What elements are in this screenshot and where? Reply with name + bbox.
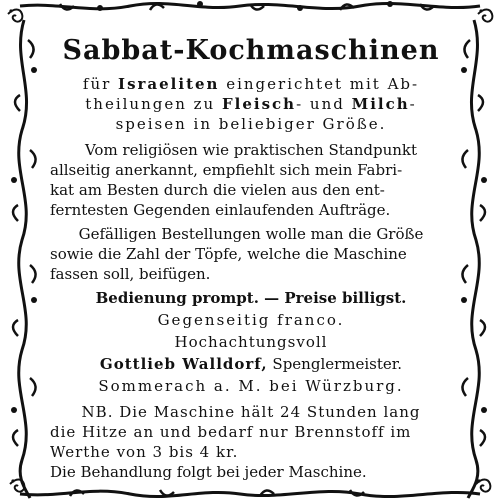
greeting-line: Hochachtungsvoll — [174, 333, 328, 351]
body-line: kat am Besten durch die vielen aus den ent- — [50, 181, 385, 199]
corner-flourish-top-left — [8, 9, 22, 21]
intro-text: - — [409, 95, 417, 113]
signature-line — [50, 354, 452, 374]
intro-text: für — [82, 75, 119, 93]
intro-bold-israeliten: Israeliten — [118, 75, 220, 93]
body-line: ferntesten Gegenden einlaufenden Aufträge. — [50, 201, 391, 219]
body-line: fassen soll, beifügen. — [50, 265, 211, 283]
intro-text: - und — [296, 95, 352, 113]
signature-name: Gottlieb Walldorf, — [99, 355, 268, 373]
note-line: Werthe von 3 bis 4 kr. — [50, 443, 239, 461]
corner-flourish-top-right — [478, 9, 492, 21]
right-border-vine — [461, 20, 487, 498]
signature-title: Spenglermeister. — [267, 355, 403, 373]
body-line: sowie die Zahl der Töpfe, welche die Maschine — [50, 245, 407, 263]
top-border-ornament — [20, 1, 480, 11]
note-line: Die Behandlung folgt bei jeder Maschine. — [50, 463, 367, 481]
left-border-vine — [11, 20, 37, 498]
body-line: Gefälligen Bestellungen wolle man die Größe — [78, 225, 424, 243]
intro-line-2 — [50, 94, 452, 114]
body-line: Vom religiösen wie praktischen Standpunkt — [84, 141, 418, 159]
intro-text: theilungen zu — [85, 95, 222, 113]
note-line: die Hitze an und bedarf nur Brennstoff im — [50, 423, 412, 441]
intro-text: eingerichtet mit Ab- — [219, 75, 420, 93]
intro-bold-fleisch: Fleisch — [222, 95, 297, 113]
service-line: Bedienung prompt. — Preise billigst. — [95, 289, 407, 307]
intro-line-3: speisen in beliebiger Größe. — [115, 115, 387, 133]
corner-flourish-bottom-right — [476, 479, 490, 491]
mutual-line: Gegenseitig franco. — [157, 311, 345, 329]
advertisement-text — [50, 32, 452, 482]
note-line: NB. Die Maschine hält 24 Stunden lang — [81, 403, 421, 421]
body-line: allseitig anerkannt, empfiehlt sich mein Fabri- — [50, 161, 403, 179]
intro-line-1 — [50, 74, 452, 94]
ad-title: Sabbat-Kochmaschinen — [62, 35, 440, 66]
intro-bold-milch: Milch — [351, 95, 410, 113]
location-line: Sommerach a. M. bei Würzburg. — [98, 377, 404, 395]
bottom-border-ornament — [20, 490, 480, 497]
